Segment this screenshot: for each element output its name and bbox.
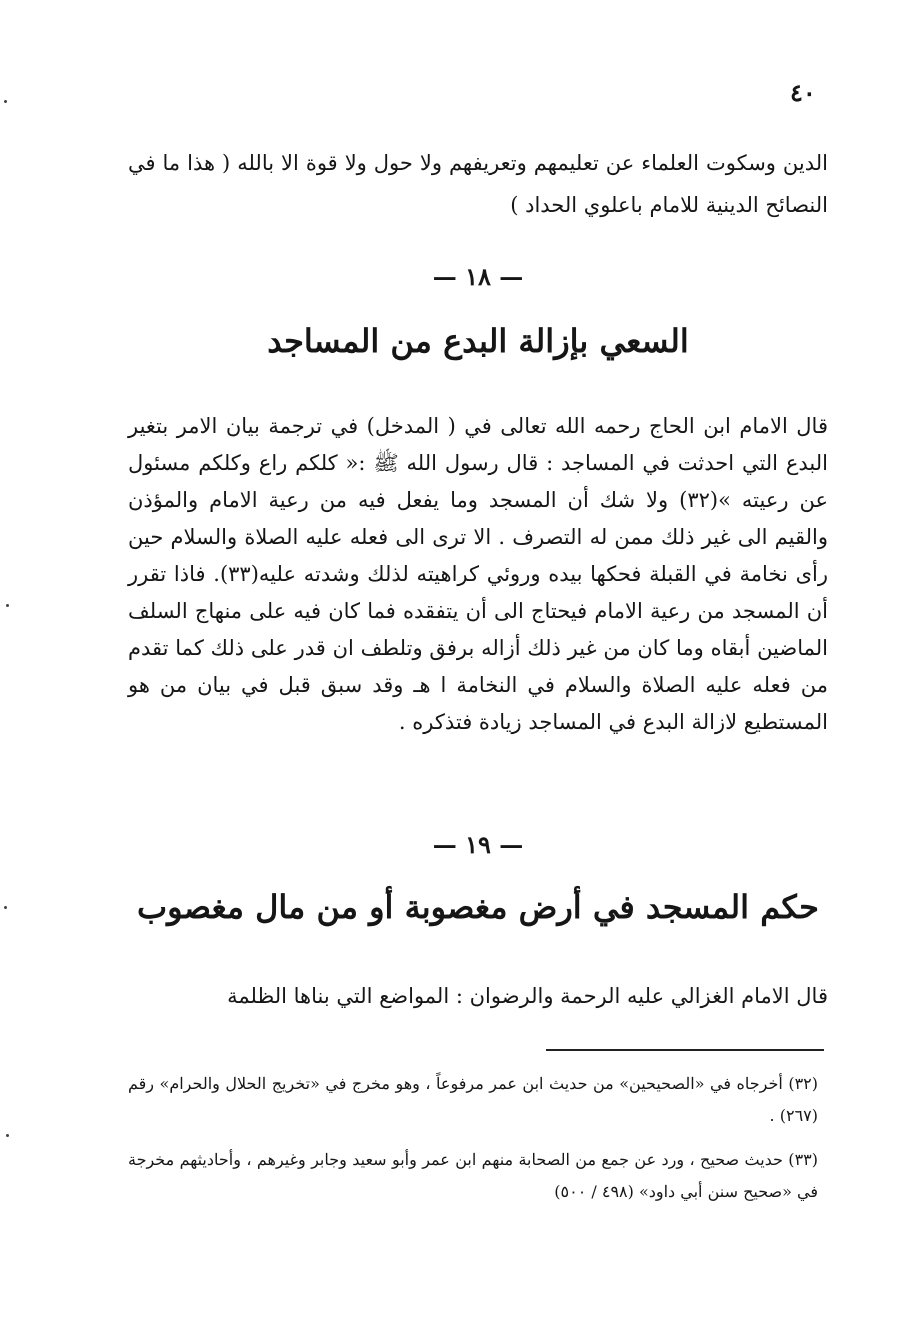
section-body-19: قال الامام الغزالي عليه الرحمة والرضوان : المواضع التي بناها الظلمة <box>227 984 828 1008</box>
section-number-18: — ١٨ — <box>432 262 524 291</box>
scan-mark <box>6 604 9 607</box>
scan-mark <box>6 1134 9 1137</box>
scan-mark <box>4 100 7 103</box>
page-number: ٤٠ <box>790 78 816 107</box>
footnote-32: (٣٢) أخرجاه في «الصحيحين» من حديث ابن عمر مرفوعاً ، وهو مخرج في «تخريج الحلال والحرام» رقم (٢٦٧) . <box>128 1074 818 1125</box>
section-body-18: قال الامام ابن الحاج رحمه الله تعالى في ( المدخل) في ترجمة بيان الامر بتغير البدع التي احدثت في المساجد : قال رسول الله ﷺ :« كلكم راع وكلكم مسئول عن رعيته »(٣٢) ولا شك أن المسجد وما يفعل فيه من رعية الامام والمؤذن والقيم الى غير ذلك ممن له التصرف . الا ترى الى فعله عليه الصلاة والسلام حين رأى نخامة في القبلة فحكها بيده وروئي كراهيته لذلك وشدته عليه(٣٣). فاذا تقرر أن المسجد من رعية الامام فيحتاج الى أن يتفقده فما كان فيه على منهاج السلف الماضين أبقاه وما كان من غير ذلك أزاله برفق وتلطف ان قدر على ذلك كما تقدم من فعله عليه الصلاة والسلام في النخامة ا هـ وقد سبق قبل في بيان من هو المستطيع لازالة البدع في المساجد زيادة فتذكره . <box>128 414 829 734</box>
footnote-divider <box>546 1049 824 1051</box>
section-title-18: السعي بإزالة البدع من المساجد <box>267 322 689 360</box>
scan-mark <box>4 906 7 909</box>
section-title-19: حكم المسجد في أرض مغصوبة أو من مال مغصوب <box>137 888 819 926</box>
section-number-19: — ١٩ — <box>432 830 524 859</box>
footnote-33: (٣٣) حديث صحيح ، ورد عن جمع من الصحابة منهم ابن عمر وأبو سعيد وجابر وغيرهم ، وأحاديثهم مخرجة في «صحيح سنن أبي داود» (٤٩٨ / ٥٠٠) <box>128 1150 818 1201</box>
intro-paragraph: الدين وسكوت العلماء عن تعليمهم وتعريفهم ولا حول ولا قوة الا بالله ( هذا ما في النصائح الدينية للامام باعلوي الحداد ) <box>128 151 828 217</box>
